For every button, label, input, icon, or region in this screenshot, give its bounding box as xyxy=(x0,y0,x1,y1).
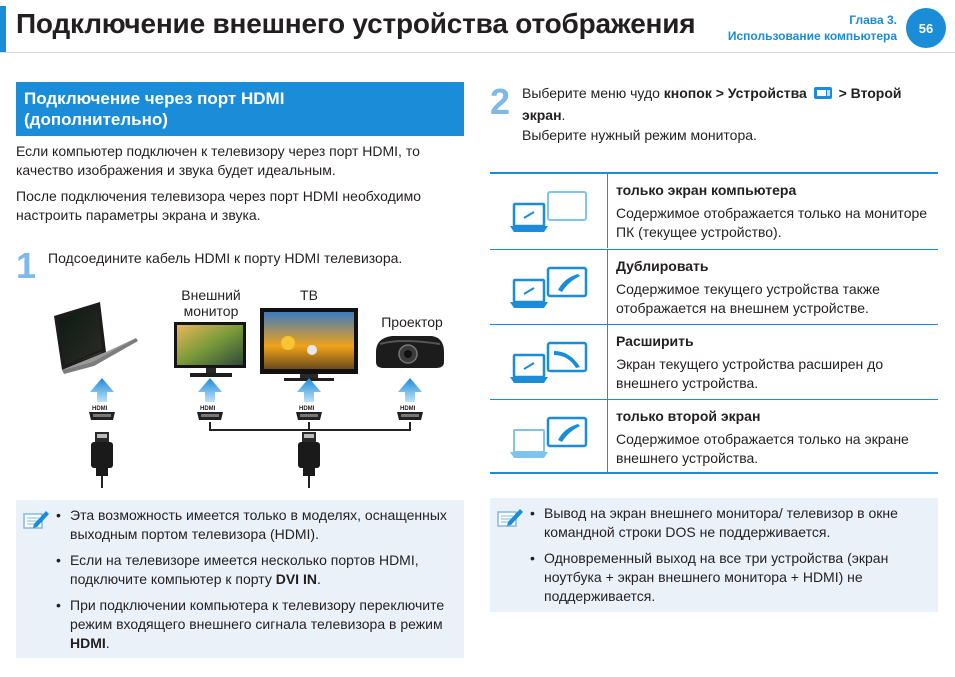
mode-title: только второй экран xyxy=(616,408,761,424)
list-item xyxy=(530,504,930,542)
mode-title: Расширить xyxy=(616,333,694,349)
tv-image xyxy=(260,308,358,381)
step-2-bold-1: кнопок > Устройства xyxy=(663,85,807,101)
hdmi-cable-lines xyxy=(102,422,410,488)
svg-text:HDMI: HDMI xyxy=(92,406,108,412)
list-item xyxy=(56,551,456,589)
hdmi-connection-diagram xyxy=(40,298,460,494)
mode-desc: Содержимое текущего устройства также отображается на внешнем устройстве. xyxy=(616,281,880,316)
svg-text:HDMI: HDMI xyxy=(200,406,216,412)
note-pencil-icon xyxy=(22,508,50,532)
table-row xyxy=(490,324,938,399)
page-title: Подключение внешнего устройства отображения xyxy=(16,8,696,39)
chapter-info xyxy=(728,12,897,44)
hdmi-plug-icon xyxy=(91,432,113,476)
list-item xyxy=(56,596,456,653)
svg-text:HDMI: HDMI xyxy=(400,406,416,412)
note-text: Если на телевизоре имеется несколько портов HDMI, подключите компьютер к порту xyxy=(70,552,419,587)
note-tail: . xyxy=(316,571,321,587)
table-row xyxy=(490,174,938,249)
hdmi-port-icon xyxy=(89,406,115,420)
projector-label: Проектор xyxy=(381,314,443,330)
right-notes-list xyxy=(530,504,930,613)
note-bold: HDMI xyxy=(70,635,106,651)
mode-desc: Содержимое отображается только на экране внешнего устройства. xyxy=(616,431,909,466)
section-title-line2: (дополнительно) xyxy=(24,110,168,129)
note-text: При подключении компьютера к телевизору переключите режим входящего внешнего сигнала телевизора в режим xyxy=(70,597,445,632)
duplicate-icon xyxy=(510,266,590,310)
section-title-box xyxy=(16,82,464,136)
pc-screen-only-icon xyxy=(510,190,590,234)
hdmi-port-icon xyxy=(197,406,223,420)
table-row xyxy=(490,249,938,324)
svg-text:HDMI: HDMI xyxy=(299,406,315,412)
intro-paragraph-1: Если компьютер подключен к телевизору через порт HDMI, то качество изображения и звука будет идеальным. xyxy=(16,143,420,178)
mode-desc: Экран текущего устройства расширен до внешнего устройства. xyxy=(616,356,884,391)
header-accent-bar xyxy=(0,6,6,52)
arrow-up-icon xyxy=(198,378,222,402)
arrow-up-icon xyxy=(297,378,321,402)
external-monitor-image xyxy=(174,322,246,377)
step-2-tail: . xyxy=(561,107,566,123)
mode-title: только экран компьютера xyxy=(616,182,797,198)
step-2-line-2: Выберите нужный режим монитора. xyxy=(522,127,757,143)
list-item xyxy=(56,506,456,544)
hdmi-port-icon xyxy=(397,406,423,420)
mode-title: Дублировать xyxy=(616,258,709,274)
note-text: Вывод на экран внешнего монитора/ телевизор в окне командной строки DOS не поддерживается. xyxy=(544,505,898,540)
chapter-subtitle: Использование компьютера xyxy=(727,29,897,43)
page-number-badge: 56 xyxy=(906,8,946,48)
mode-icon-cell xyxy=(490,400,608,474)
monitor-label-line1: Внешний xyxy=(181,287,241,303)
mode-icon-cell xyxy=(490,250,608,324)
hdmi-plug-icon xyxy=(298,432,320,476)
arrow-up-icon xyxy=(398,378,422,402)
note-text: Эта возможность имеется только в моделях, оснащенных выходным портом телевизора (HDMI). xyxy=(70,507,447,542)
hdmi-port-icon xyxy=(296,406,322,420)
left-notes-list xyxy=(56,506,456,660)
laptop-image xyxy=(54,302,138,374)
second-screen-only-icon xyxy=(510,416,590,460)
extend-icon xyxy=(510,341,590,385)
step-2-prefix: Выберите меню чудо xyxy=(522,85,664,101)
mode-desc: Содержимое отображается только на мониторе ПК (текущее устройство). xyxy=(616,205,928,240)
step-2-bold-2: > Второй экран xyxy=(522,85,902,123)
note-text: Одновременный выход на все три устройства (экран ноутбука + экран внешнего монитора + HDMI) не поддерживается. xyxy=(544,550,889,604)
display-mode-table xyxy=(490,174,938,474)
projector-image xyxy=(376,336,444,368)
list-item xyxy=(530,549,930,606)
note-tail: . xyxy=(105,635,110,651)
mode-icon-cell xyxy=(490,325,608,399)
table-row xyxy=(490,399,938,474)
chapter-label: Глава 3. xyxy=(849,13,897,27)
header-divider xyxy=(0,52,955,53)
section-title-line1: Подключение через порт HDMI xyxy=(24,89,285,108)
note-bold: DVI IN xyxy=(275,571,317,587)
monitor-label-line2: монитор xyxy=(183,303,239,319)
step-2-number: 2 xyxy=(490,81,511,122)
tv-label: ТВ xyxy=(300,287,318,303)
devices-charm-icon xyxy=(813,86,833,100)
step-1-number: 1 xyxy=(16,245,37,286)
step-1-text: Подсоедините кабель HDMI к порту HDMI телевизора. xyxy=(48,250,403,266)
arrow-up-icon xyxy=(90,378,114,402)
note-pencil-icon xyxy=(496,506,524,530)
step-2-text xyxy=(522,82,942,126)
intro-paragraph-2: После подключения телевизора через порт HDMI необходимо настроить параметры экрана и звука. xyxy=(16,188,422,223)
mode-icon-cell xyxy=(490,174,608,248)
